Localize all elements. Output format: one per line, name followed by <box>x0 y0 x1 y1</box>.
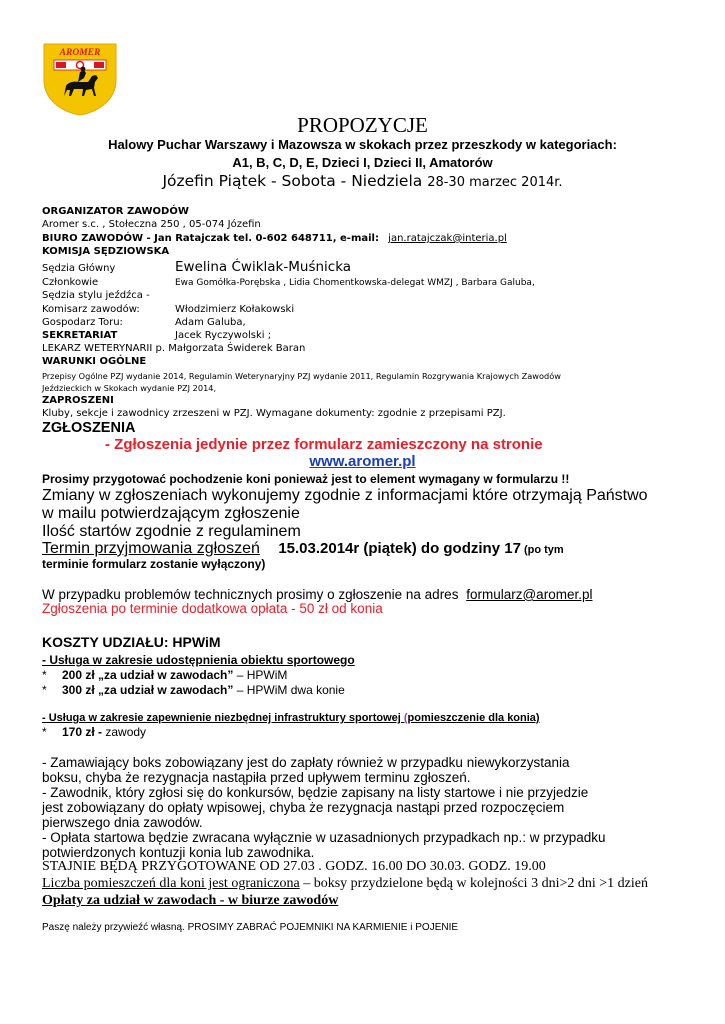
secretary-label: SEKRETARIAT <box>42 330 118 341</box>
stables-note: STAJNIE BĘDĄ PRZYGOTOWANE OD 27.03 . GODZ. 16.00 DO 30.03. GODZ. 19.00 <box>42 859 546 874</box>
entries-form-note: - Zgłoszenia jedynie przez formularz zamieszczony na stronie <box>105 436 543 453</box>
cost-item-2: * 300 zł „za udział w zawodach” – HPWiM dwa konie <box>42 683 345 697</box>
subtitle-line2: A1, B, C, D, E, Dzieci I, Dzieci II, Amatorów <box>232 155 493 170</box>
vet-line: LEKARZ WETERYNARII p. Małgorzata Świderek Baran <box>42 343 306 354</box>
host-value: Adam Galuba, <box>175 317 246 328</box>
general-line1: Przepisy Ogólne PZJ wydanie 2014, Regulamin Weterynaryjny PZJ wydanie 2011, Regulamin Rozgrywania Krajowych Zawodów <box>42 371 561 381</box>
late-fee-note: Zgłoszenia po terminie dodatkowa opłata - 50 zł od konia <box>42 601 383 616</box>
pedigree-note: Prosimy przygotować pochodzenie koni ponieważ jest to element wymagany w formularzu !! <box>42 472 570 486</box>
service1-heading: - Usługa w zakresie udostępnienia obiektu sportowego <box>42 653 355 667</box>
note-line-3: - Zawodnik, który zgłosi się do konkursów, będzie zapisany na listy startowe i nie przyjedzie <box>42 785 589 800</box>
changes-line1: Zmiany w zgłoszeniach wykonujemy zgodnie z informacjami które otrzymają Państwo <box>42 487 648 504</box>
office-email-link[interactable]: jan.ratajczak@interia.pl <box>388 233 507 244</box>
note-line-1: - Zamawiający boks zobowiązany jest do zapłaty również w przypadku niewykorzystania <box>42 755 570 770</box>
website-link[interactable]: www.aromer.pl <box>309 453 416 470</box>
page-title: PROPOZYCJE <box>297 113 428 137</box>
aromer-logo <box>42 42 118 116</box>
commissioner-value: Włodzimierz Kołakowski <box>175 304 295 315</box>
note-line-7: potwierdzonych kontuzji konia lub zawodnika. <box>42 845 315 860</box>
chief-judge-label: Sędzia Główny <box>42 263 116 274</box>
subtitle-line1: Halowy Puchar Warszawy i Mazowsza w skokach przez przeszkody w kategoriach: <box>108 137 617 152</box>
members-value: Ewa Gomółka-Porębska , Lidia Chomentkowska-delegat WMZJ , Barbara Galuba, <box>175 278 535 288</box>
note-line-6: - Opłata startowa będzie zwracana wyłącznie w uzasadnionych przypadkach np.: w przypadku <box>42 830 606 845</box>
invitations-heading: ZAPROSZENI <box>42 395 114 406</box>
organizer-heading: ORGANIZATOR ZAWODÓW <box>42 206 189 217</box>
style-judge-label: Sędzia stylu jeźdźca - <box>42 290 150 301</box>
costs-heading: KOSZTY UDZIAŁU: HPWiM <box>42 634 221 650</box>
event-dates: Józefin Piątek - Sobota - Niedziela 28-30 marzec 2014r. <box>162 172 563 190</box>
cost-item-3: * 170 zł - zawody <box>42 725 147 739</box>
invitations-text: Kluby, sekcje i zawodnicy zrzeszeni w PZJ. Wymagane dokumenty: zgodnie z przepisami PZJ. <box>42 408 506 419</box>
organizer-address: Aromer s.c. , Stołeczna 250 , 05-074 Józefin <box>42 219 261 230</box>
secretary-value: Jacek Ryczywolski ; <box>175 330 272 341</box>
note-line-4: jest zobowiązany do opłaty wpisowej, chyba że rezygnacja nastąpi przed rozpoczęciem <box>42 800 565 815</box>
office-line: BIURO ZAWODÓW - Jan Ratajczak tel. 0-602 648711, e-mail: jan.ratajczak@interia.pl <box>42 233 507 244</box>
form-email-link[interactable]: formularz@aromer.pl <box>466 587 593 602</box>
commissioner-label: Komisarz zawodów: <box>42 304 140 315</box>
starts-line: Ilość startów zgodnie z regulaminem <box>42 523 301 540</box>
service2-heading: - Usługa w zakresie zapewnienie niezbędnej infrastruktury sportowej (pomieszczenie dla konia) <box>42 712 540 724</box>
deadline-line: Termin przyjmowania zgłoszeń 15.03.2014r (piątek) do godziny 17 (po tym <box>42 540 564 557</box>
chief-judge-value: Ewelina Ćwiklak-Muśnicka <box>175 259 352 275</box>
general-heading: WARUNKI OGÓLNE <box>42 356 147 367</box>
cost-item-1: * 200 zł „za udział w zawodach” – HPWiM <box>42 668 288 682</box>
feed-note: Paszę należy przywieźć własną. PROSIMY ZABRAĆ POJEMNIKI NA KARMIENIE i POJENIE <box>42 922 459 933</box>
rooms-note: Liczba pomieszczeń dla koni jest ograniczona – boksy przydzielone będą w kolejności 3 dni>2 dni >1 dzień <box>42 876 648 891</box>
committee-heading: KOMISJA SĘDZIOWSKA <box>42 246 170 257</box>
entries-heading: ZGŁOSZENIA <box>42 420 136 436</box>
svg-text:AROMER: AROMER <box>59 48 101 58</box>
host-label: Gospodarz Toru: <box>42 317 123 328</box>
deadline-line2: terminie formularz zostanie wyłączony) <box>42 557 266 571</box>
tech-problems-line: W przypadku problemów technicznych prosimy o zgłoszenie na adres formularz@aromer.pl <box>42 587 593 602</box>
payment-note: Opłaty za udział w zawodach - w biurze zawodów <box>42 893 339 908</box>
changes-line2: w mailu potwierdzającym zgłoszenie <box>42 505 300 522</box>
members-label: Członkowie <box>42 277 99 288</box>
general-line2: Jeździeckich w Skokach wydanie PZJ 2014, <box>42 383 217 393</box>
note-line-5: pierwszego dnia zawodów. <box>42 815 203 830</box>
note-line-2: boksu, chyba że rezygnacja nastąpiła przed upływem terminu zgłoszeń. <box>42 770 471 785</box>
